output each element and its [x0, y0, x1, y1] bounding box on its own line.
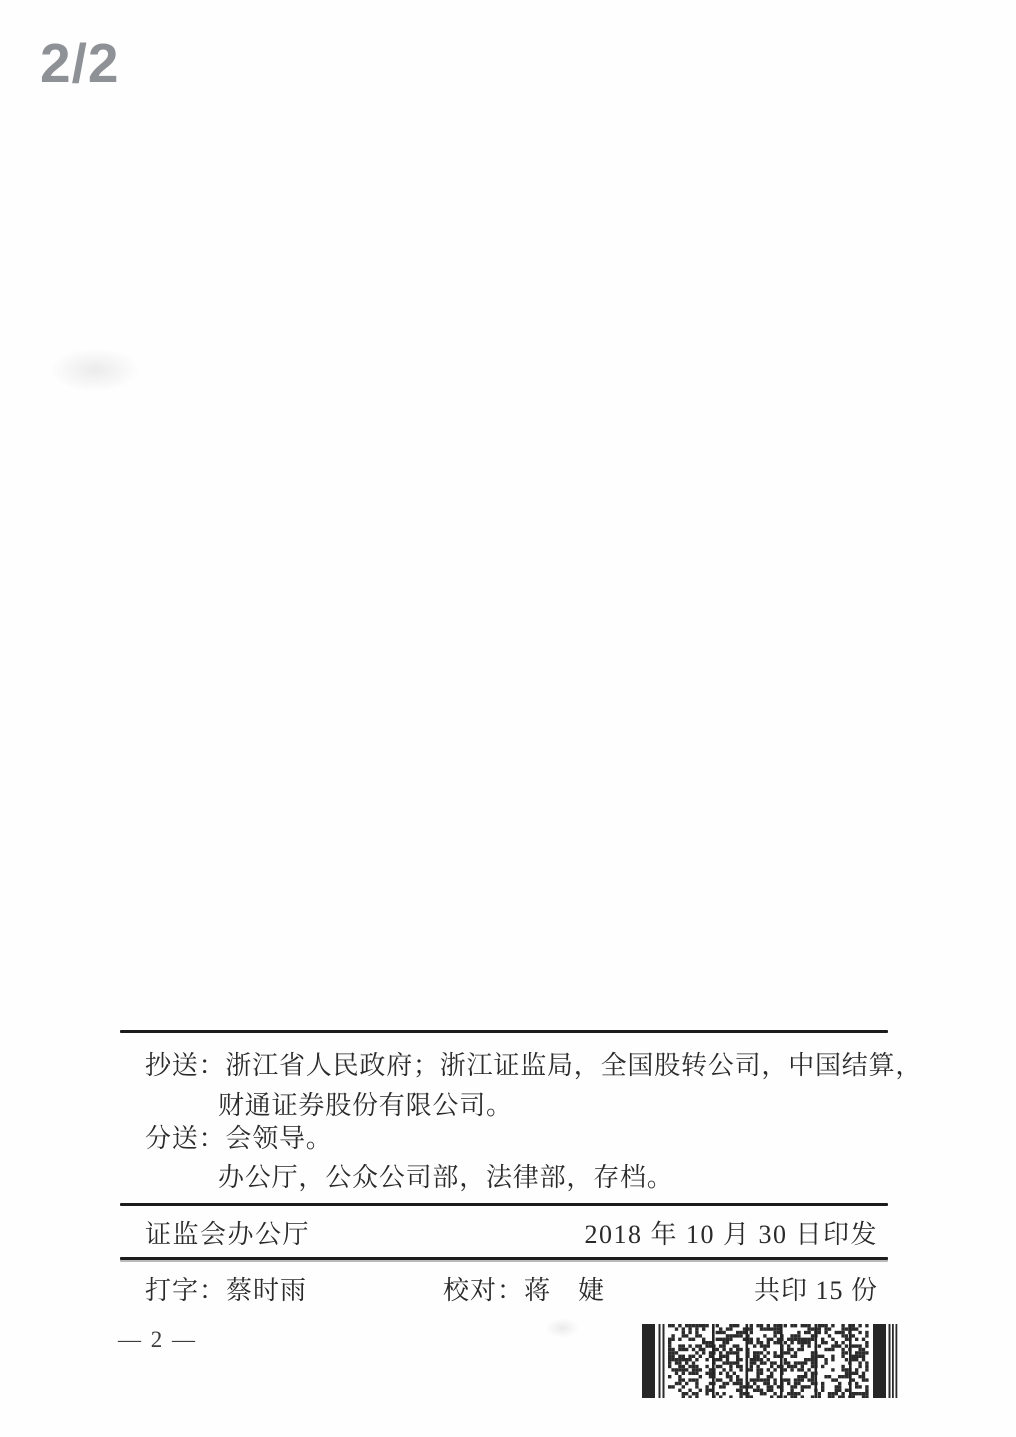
- typist-row: [145, 1276, 878, 1308]
- print-date: 2018 年 10 月 30 日印发: [584, 1220, 878, 1249]
- dist-line-1: [145, 1124, 333, 1154]
- cc-line-1: [145, 1051, 922, 1081]
- cc-text-1: 浙江省人民政府；浙江证监局，全国股转公司，中国结算，: [225, 1051, 923, 1080]
- scan-smudge: [50, 348, 140, 392]
- issuer-office: 证监会办公厅: [145, 1220, 311, 1249]
- scan-smudge: [545, 1318, 579, 1338]
- issuer-row: [145, 1220, 878, 1250]
- dist-line-2: 办公厅，公众公司部，法律部，存档。: [218, 1163, 674, 1192]
- cc-line-2: 财通证券股份有限公司。: [218, 1091, 513, 1120]
- footer-divider-middle: [120, 1203, 888, 1206]
- dist-text-1: 会领导。: [225, 1124, 333, 1153]
- proofreader: 校对：蒋 婕: [443, 1276, 606, 1305]
- typist: 打字：蔡时雨: [145, 1276, 308, 1305]
- footer-divider-bottom: [120, 1257, 888, 1260]
- page-number: — 2 —: [118, 1327, 197, 1352]
- document-2d-barcode-icon: [642, 1324, 898, 1398]
- dist-label: 分送：: [145, 1124, 226, 1153]
- footer-divider-top: [120, 1030, 888, 1033]
- copies-count: 共印 15 份: [753, 1276, 878, 1305]
- cc-label: 抄送：: [145, 1051, 226, 1080]
- page-indicator: 2/2: [40, 32, 120, 94]
